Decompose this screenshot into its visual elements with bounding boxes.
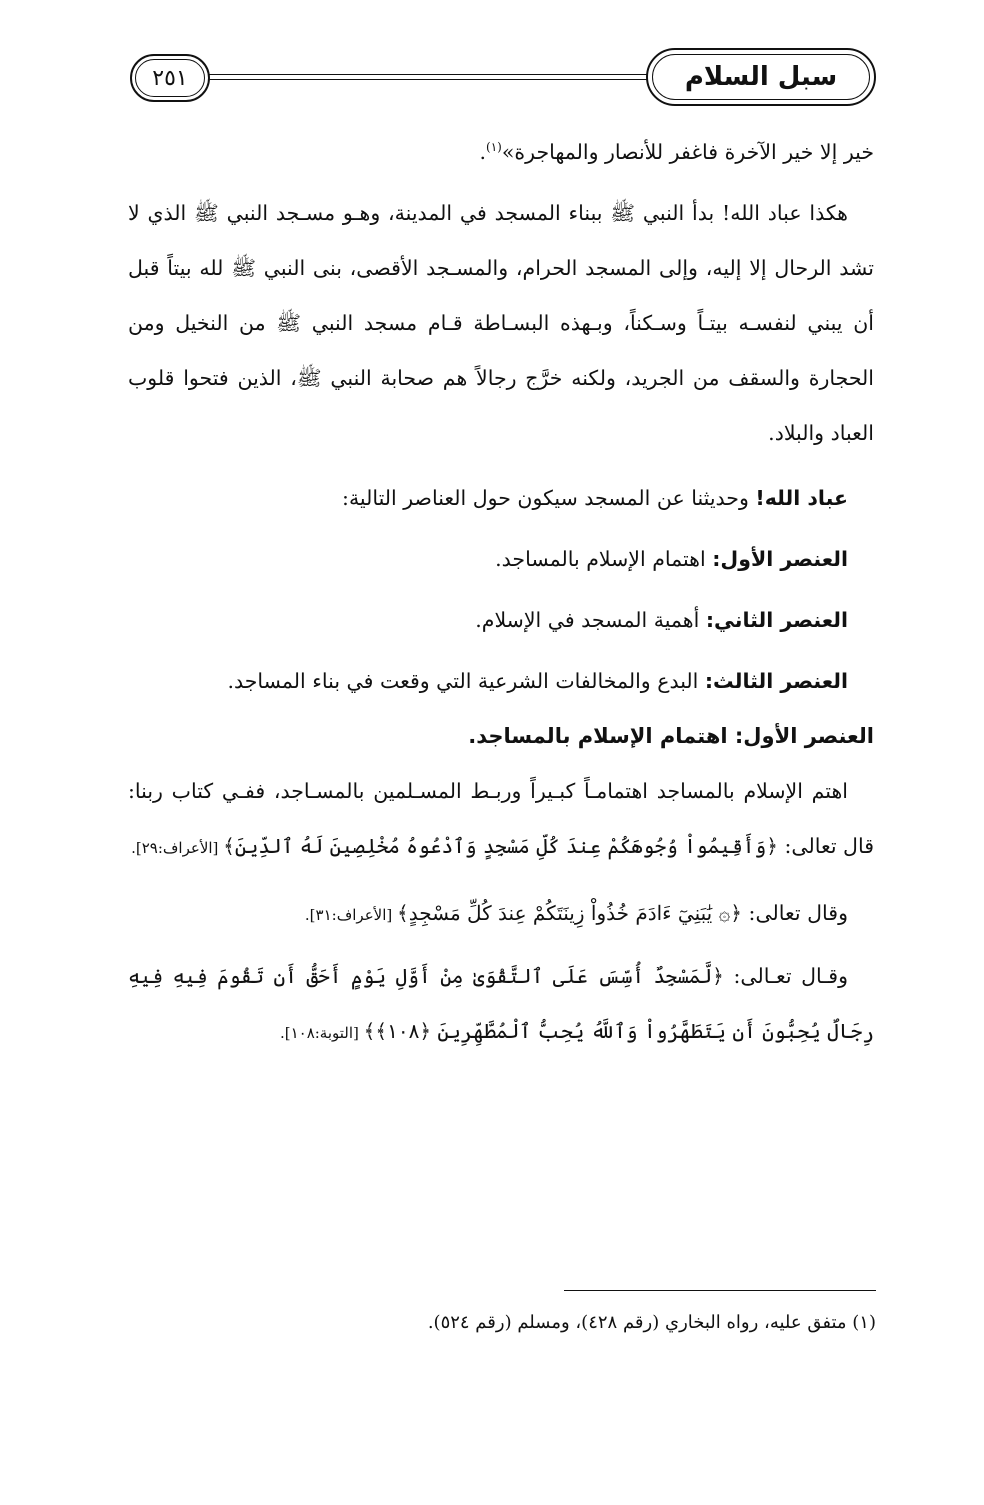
quran-2-intro: وقال تعالى: (742, 900, 848, 925)
element-2-text: أهمية المسجد في الإسلام. (475, 607, 706, 632)
quran-verse-2: ﴿۞ يَٰبَنِيٓ ءَادَمَ خُذُواْ زِينَتَكُمْ عِندَ كُلِّ مَسْجِدٍ﴾ (396, 900, 743, 925)
element-1 (128, 532, 874, 587)
element-3-text: البدع والمخالفات الشرعية التي وقعت في بناء المساجد. (227, 668, 705, 693)
element-3 (128, 654, 874, 709)
intro-text: وحديثنا عن المسجد سيكون حول العناصر التالية: (342, 485, 756, 510)
paragraph-hadith-end (128, 120, 874, 180)
footnote: (١) متفق عليه، رواه البخاري (رقم ٤٢٨)، ومسلم (رقم ٥٢٤). (427, 1312, 876, 1333)
paragraph-prophet-mosque: هكذا عباد الله! بدأ النبي ﷺ ببناء المسجد في المدينة، وهـو مسـجد النبي ﷺ الذي لا تشد الرحال إلا إليه، وإلى المسجد الحرام، والمسـجد الأقصى، بنى النبي ﷺ لله بيتاً قبل أن يبني لنفسـه بيتـاً وسـكناً، وبـهذه البسـاطة قـام مسجد النبي ﷺ من النخيل ومن الحجارة والسقف من الجريد، ولكنه خرَّج رجالاً هم صحابة النبي ﷺ، الذين فتحوا قلوب العباد والبلاد. (128, 200, 874, 445)
quran-ref-3: [التوبة:١٠٨]. (279, 1023, 364, 1042)
book-title-frame (646, 48, 876, 106)
element-3-label: العنصر الثالث: (704, 668, 848, 693)
quran-1-intro: اهتم الإسلام بالمساجد اهتمامـاً كبـيراً وربـط المسـلمين بالمسـاجد، ففـي كتاب ربنا: قال تعالى: (128, 778, 874, 858)
quran-ref-2: [الأعراف:٣١]. (304, 905, 397, 924)
quran-verse-3: ﴿لَّمَسْجِدٌ أُسِّسَ عَلَى ٱلتَّقْوَىٰ مِنْ أَوَّلِ يَوْمٍ أَحَقُّ أَن تَقُومَ فِيهِ فِيهِ رِجَالٌ يُحِبُّونَ أَن يَتَطَهَّرُواْ وَٱللَّهُ يُحِبُّ ٱلْمُطَّهِّرِينَ ﴿١٠٨﴾﴾ (128, 963, 874, 1043)
section-heading: العنصر الأول: اهتمام الإسلام بالمساجد. (468, 723, 874, 748)
paragraph-quran-2 (128, 886, 874, 943)
paragraph-quran-1 (128, 764, 874, 876)
quran-verse-1: ﴿وَأَقِيمُواْ وُجُوهَكُمْ عِندَ كُلِّ مَسْجِدٍ وَٱدْعُوهُ مُخْلِصِينَ لَهُ ٱلدِّينَ﴾ (223, 833, 778, 858)
element-1-label: العنصر الأول: (712, 546, 848, 571)
paragraph-quran-3 (128, 949, 874, 1061)
quran-3-intro: وقـال تعـالى: (723, 963, 848, 988)
footnote-marker: (١) (486, 140, 502, 154)
element-1-text: اهتمام الإسلام بالمساجد. (495, 546, 713, 571)
footnote-separator (564, 1290, 876, 1291)
hadith-end-text: خير إلا خير الآخرة فاغفر للأنصار والمهاجرة» (501, 139, 874, 164)
page-body (128, 120, 874, 1061)
element-2-label: العنصر الثاني: (705, 607, 848, 632)
quran-ref-1: [الأعراف:٢٩]. (131, 838, 224, 857)
element-2 (128, 593, 874, 648)
page-number: ٢٥١ (152, 65, 188, 91)
paragraph-intro-elements (128, 471, 874, 526)
intro-lead: عباد الله! (755, 485, 848, 510)
page-header (130, 44, 876, 106)
period: . (479, 139, 487, 164)
page-number-frame (130, 54, 210, 102)
book-title: سبل السلام (684, 62, 838, 92)
